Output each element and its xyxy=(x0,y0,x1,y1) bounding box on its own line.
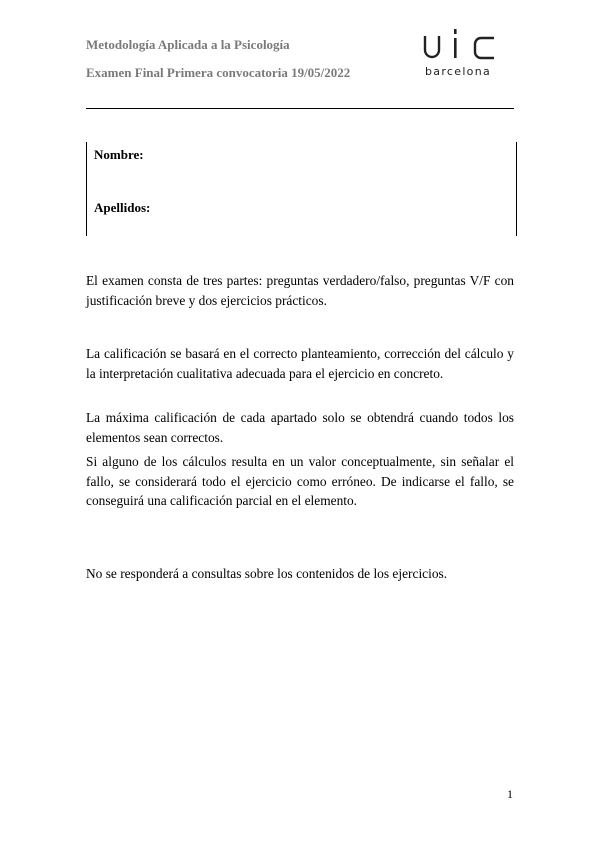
intro-paragraph: El examen consta de tres partes: preguntas verdadero/falso, preguntas V/F con justificación breve y dos ejercicios prácticos. xyxy=(86,273,514,308)
name-label: Nombre: xyxy=(94,147,144,162)
exam-title: Examen Final Primera convocatoria 19/05/2022 xyxy=(86,65,351,80)
header-divider xyxy=(86,108,514,109)
uic-logo xyxy=(422,22,502,82)
errors-paragraph: Si alguno de los cálculos resulta en un valor conceptualmente, sin señalar el fallo, se considerará todo el ejercicio como erróneo. De indicarse el fallo, se conseguirá una calificación parcial en el elemento. xyxy=(86,454,514,508)
logo-subtitle: barcelona xyxy=(425,65,492,78)
grading-paragraph: La calificación se basará en el correcto planteamiento, corrección del cálculo y la interpretación cualitativa adecuada para el ejercicio en concreto. xyxy=(86,346,514,381)
no-questions-paragraph: No se responderá a consultas sobre los contenidos de los ejercicios. xyxy=(86,566,448,581)
page-number: 1 xyxy=(507,787,513,801)
form-border-right xyxy=(516,142,517,236)
max-score-paragraph: La máxima calificación de cada apartado solo se obtendrá cuando todos los elementos sean correctos. xyxy=(86,410,514,445)
uic-wordmark-icon xyxy=(422,26,498,60)
form-border-left xyxy=(86,142,87,236)
course-title: Metodología Aplicada a la Psicología xyxy=(86,37,290,52)
surname-label: Apellidos: xyxy=(94,200,151,215)
